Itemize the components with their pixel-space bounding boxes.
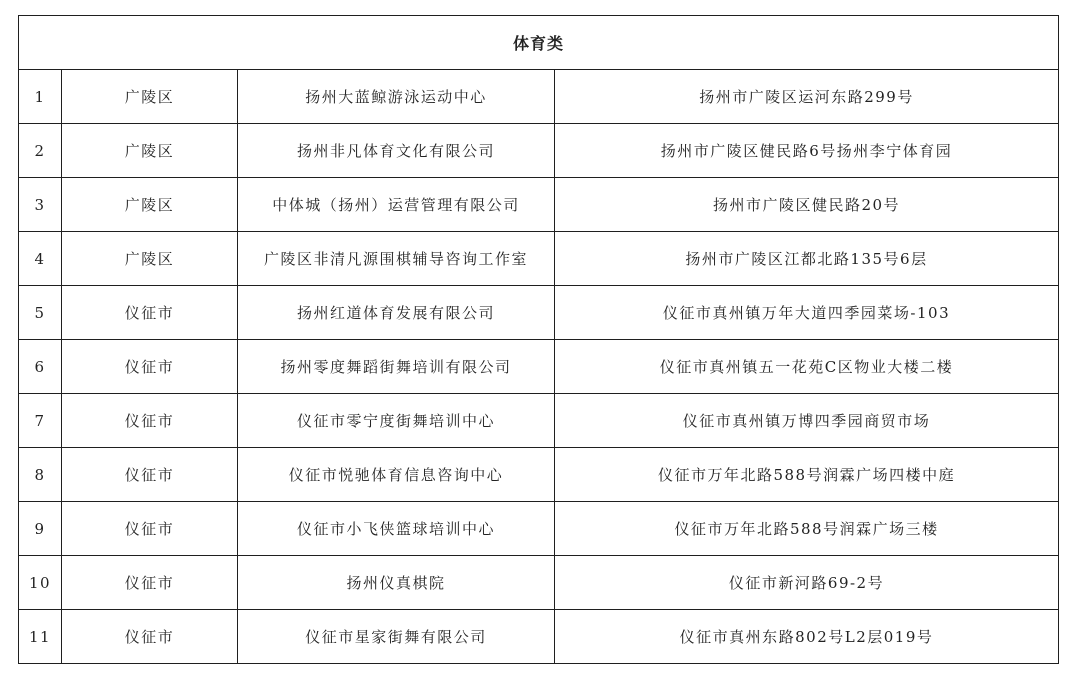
table-row (19, 70, 1059, 124)
table-row (19, 556, 1059, 610)
row-number-cell: 9 (19, 502, 62, 556)
address-cell: 仪征市真州东路802号L2层019号 (555, 610, 1059, 664)
table-row (19, 448, 1059, 502)
address-cell: 仪征市万年北路588号润霖广场三楼 (555, 502, 1059, 556)
district-cell: 仪征市 (62, 556, 238, 610)
institution-name-cell: 中体城（扬州）运营管理有限公司 (238, 178, 555, 232)
district-cell: 广陵区 (62, 178, 238, 232)
address-cell: 仪征市真州镇万博四季园商贸市场 (555, 394, 1059, 448)
district-cell: 广陵区 (62, 70, 238, 124)
row-number-cell: 5 (19, 286, 62, 340)
table-title: 体育类 (19, 16, 1059, 70)
institution-name-cell: 广陵区非清凡源围棋辅导咨询工作室 (238, 232, 555, 286)
document-page (18, 15, 1058, 664)
address-cell: 仪征市新河路69-2号 (555, 556, 1059, 610)
row-number-cell: 6 (19, 340, 62, 394)
institution-name-cell: 仪征市星家街舞有限公司 (238, 610, 555, 664)
district-cell: 仪征市 (62, 340, 238, 394)
row-number-cell: 8 (19, 448, 62, 502)
district-cell: 广陵区 (62, 124, 238, 178)
district-cell: 仪征市 (62, 394, 238, 448)
district-cell: 仪征市 (62, 448, 238, 502)
row-number-cell: 3 (19, 178, 62, 232)
table-row (19, 502, 1059, 556)
district-cell: 广陵区 (62, 232, 238, 286)
institution-name-cell: 扬州零度舞蹈街舞培训有限公司 (238, 340, 555, 394)
address-cell: 仪征市真州镇五一花苑C区物业大楼二楼 (555, 340, 1059, 394)
institution-name-cell: 仪征市小飞侠篮球培训中心 (238, 502, 555, 556)
institution-name-cell: 仪征市零宁度街舞培训中心 (238, 394, 555, 448)
table-body (19, 16, 1059, 664)
table-row (19, 394, 1059, 448)
institution-name-cell: 扬州大蓝鲸游泳运动中心 (238, 70, 555, 124)
sports-institutions-table (18, 15, 1059, 664)
institution-name-cell: 扬州仪真棋院 (238, 556, 555, 610)
institution-name-cell: 扬州非凡体育文化有限公司 (238, 124, 555, 178)
address-cell: 扬州市广陵区健民路6号扬州李宁体育园 (555, 124, 1059, 178)
row-number-cell: 2 (19, 124, 62, 178)
institution-name-cell: 仪征市悦驰体育信息咨询中心 (238, 448, 555, 502)
address-cell: 扬州市广陵区健民路20号 (555, 178, 1059, 232)
district-cell: 仪征市 (62, 610, 238, 664)
row-number-cell: 11 (19, 610, 62, 664)
table-title-row (19, 16, 1059, 70)
table-row (19, 178, 1059, 232)
row-number-cell: 1 (19, 70, 62, 124)
institution-name-cell: 扬州红道体育发展有限公司 (238, 286, 555, 340)
address-cell: 扬州市广陵区江都北路135号6层 (555, 232, 1059, 286)
table-row (19, 610, 1059, 664)
address-cell: 仪征市万年北路588号润霖广场四楼中庭 (555, 448, 1059, 502)
address-cell: 扬州市广陵区运河东路299号 (555, 70, 1059, 124)
table-row (19, 124, 1059, 178)
table-row (19, 340, 1059, 394)
row-number-cell: 7 (19, 394, 62, 448)
district-cell: 仪征市 (62, 502, 238, 556)
table-row (19, 232, 1059, 286)
district-cell: 仪征市 (62, 286, 238, 340)
row-number-cell: 10 (19, 556, 62, 610)
table-row (19, 286, 1059, 340)
address-cell: 仪征市真州镇万年大道四季园菜场-103 (555, 286, 1059, 340)
row-number-cell: 4 (19, 232, 62, 286)
